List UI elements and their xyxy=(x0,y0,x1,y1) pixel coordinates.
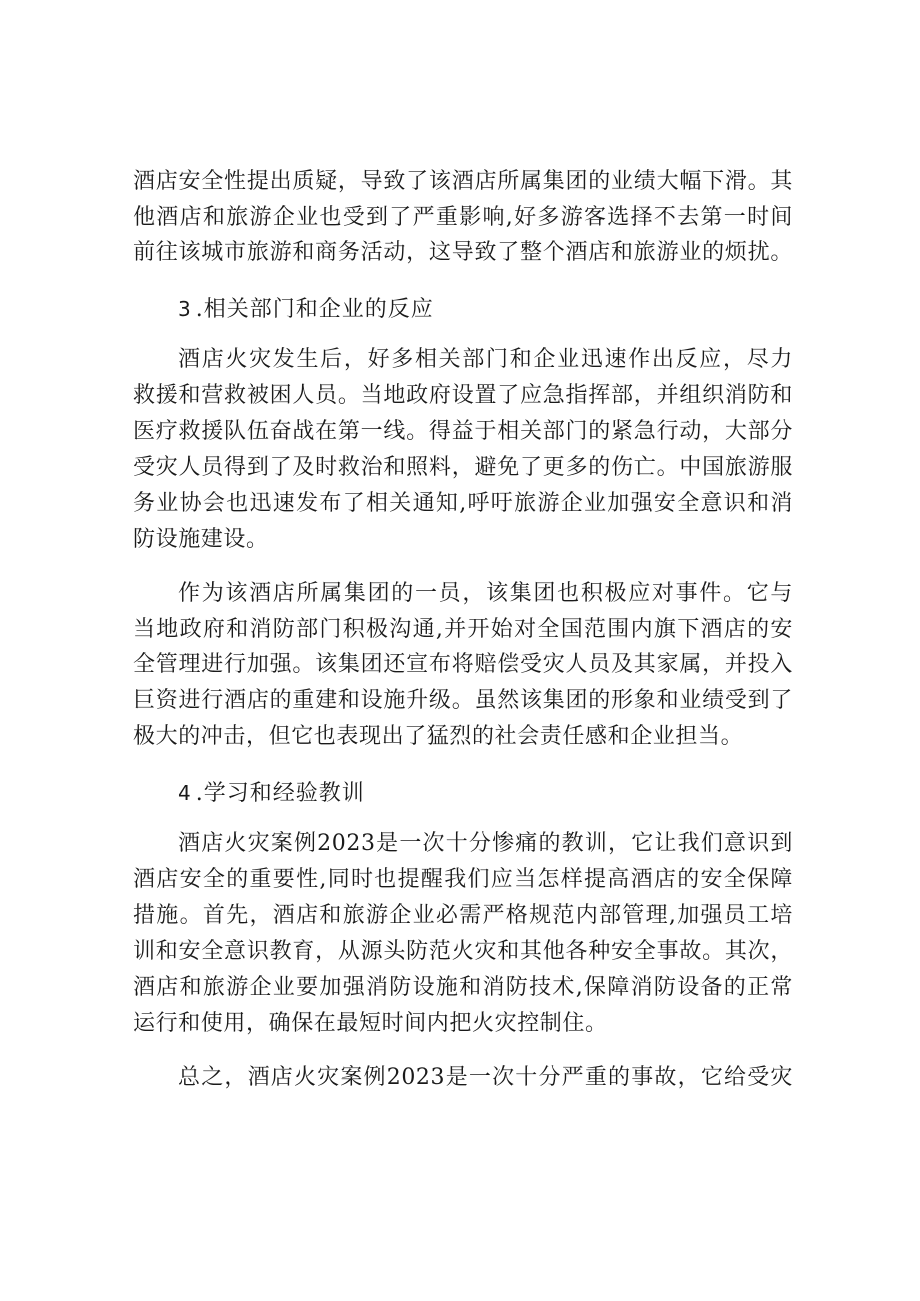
paragraph-line: 训和安全意识教育，从源头防范火灾和其他各种安全事故。其次， xyxy=(133,939,793,964)
paragraph-line: 措施。首先，酒店和旅游企业必需严格规范内部管理,加强员工培 xyxy=(133,903,793,928)
paragraph-line: 受灾人员得到了及时救治和照料，避免了更多的伤亡。中国旅游服 xyxy=(133,455,793,480)
paragraph-line: 巨资进行酒店的重建和设施升级。虽然该集团的形象和业绩受到了 xyxy=(133,688,793,713)
paragraph-line: 医疗救援队伍奋战在第一线。得益于相关部门的紧急行动，大部分 xyxy=(133,419,793,444)
paragraph-line: 酒店安全的重要性,同时也提醒我们应当怎样提高酒店的安全保障 xyxy=(133,867,793,892)
paragraph-line: 酒店和旅游企业要加强消防设施和消防技术,保障消防设备的正常 xyxy=(133,975,793,1000)
paragraph-line: 防设施建设。 xyxy=(133,527,269,552)
paragraph-line: 务业协会也迅速发布了相关通知,呼吁旅游企业加强安全意识和消 xyxy=(133,491,793,516)
paragraph-line: 他酒店和旅游企业也受到了严重影响,好多游客选择不去第一时间 xyxy=(133,205,793,230)
paragraph-line: 运行和使用，确保在最短时间内把火灾控制住。 xyxy=(133,1011,608,1036)
paragraph-line: 酒店安全性提出质疑，导致了该酒店所属集团的业绩大幅下滑。其 xyxy=(133,169,793,194)
paragraph-line: 救援和营救被困人员。当地政府设置了应急指挥部，并组织消防和 xyxy=(133,383,793,408)
paragraph-line: 当地政府和消防部门积极沟通,并开始对全国范围内旗下酒店的安 xyxy=(133,617,793,642)
section-title: .学习和经验教训 xyxy=(195,781,365,806)
paragraph-line: 酒店火灾案例2023是一次十分惨痛的教训，它让我们意识到 xyxy=(178,831,793,856)
paragraph-line: 前往该城市旅游和商务活动，这导致了整个酒店和旅游业的烦扰。 xyxy=(133,240,793,265)
section-title: .相关部门和企业的反应 xyxy=(195,297,434,322)
section-heading xyxy=(178,294,434,324)
paragraph-line: 全管理进行加强。该集团还宣布将赔偿受灾人员及其家属，并投入 xyxy=(133,652,793,677)
section-number: 4 xyxy=(178,781,192,805)
paragraph-line: 极大的冲击，但它也表现出了猛烈的社会责任感和企业担当。 xyxy=(133,724,744,749)
section-heading xyxy=(178,778,365,808)
paragraph-line: 作为该酒店所属集团的一员，该集团也积极应对事件。它与 xyxy=(178,581,793,606)
paragraph-line: 酒店火灾发生后，好多相关部门和企业迅速作出反应，尽力 xyxy=(178,347,793,372)
section-number: 3 xyxy=(178,297,192,321)
paragraph-line: 总之，酒店火灾案例2023是一次十分严重的事故，它给受灾 xyxy=(178,1065,793,1090)
